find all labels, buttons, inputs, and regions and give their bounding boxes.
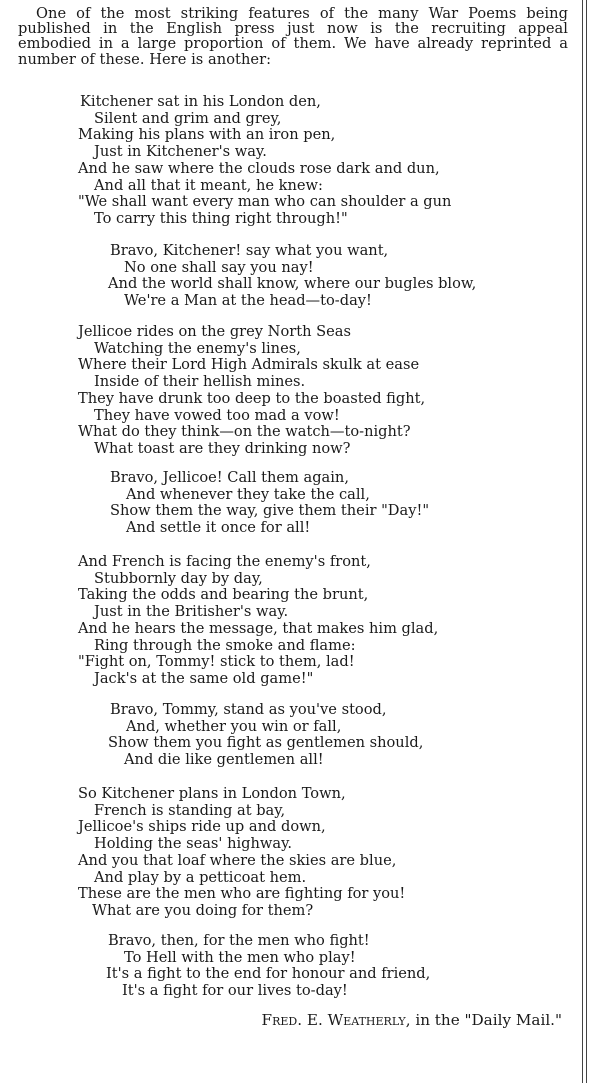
poem-line: Just in Kitchener's way. (94, 143, 267, 161)
author-name: Fred. E. Weatherly (261, 1011, 406, 1029)
poem-line: These are the men who are fighting for you! (78, 885, 406, 903)
poem-line: French is standing at bay, (94, 801, 286, 819)
poem-line: Jack's at the same old game!" (94, 669, 314, 687)
poem-line: We're a Man at the head—to-day! (124, 292, 372, 310)
poem-line: No one shall say you nay! (124, 258, 314, 276)
poem-line: And all that it meant, he knew: (94, 176, 323, 194)
poem-line: Kitchener sat in his London den, (80, 93, 321, 110)
poem-line: It's a fight to the end for honour and friend, (106, 965, 431, 983)
poem-stanza (0, 933, 430, 1000)
poem-line: Where their Lord High Admirals skulk at ease (78, 356, 420, 374)
poem-line: And he hears the message, that makes him glad, (78, 619, 439, 637)
poem-line: So Kitchener plans in London Town, (78, 785, 346, 802)
poem-line: They have drunk too deep to the boasted fight, (78, 389, 426, 407)
poem-line: And the world shall know, where our bugles blow, (108, 275, 477, 293)
poem-line: Ring through the smoke and flame: (94, 636, 356, 654)
poem-line: And he saw where the clouds rose dark and dun, (78, 159, 440, 177)
poem-line: Jellicoe rides on the grey North Seas (78, 323, 351, 340)
poem-stanza (0, 324, 425, 458)
poem-line: And die like gentlemen all! (124, 751, 324, 769)
poem-line: Bravo, Tommy, stand as you've stood, (110, 701, 387, 718)
poem-line: And play by a petticoat hem. (94, 868, 307, 886)
poem-line: They have vowed too mad a vow! (94, 406, 340, 424)
poem-line: Just in the Britisher's way. (94, 603, 289, 621)
poem-line: Taking the odds and bearing the brunt, (78, 586, 369, 604)
poem-line: What do they think—on the watch—to-night? (78, 423, 411, 441)
poem-line: And, whether you win or fall, (126, 717, 342, 735)
poem-line: Holding the seas' highway. (94, 835, 293, 853)
poem-stanza (0, 470, 429, 537)
poem-line: It's a fight for our lives to-day! (122, 982, 348, 1000)
publication-name: "Daily Mail." (464, 1011, 562, 1029)
poem-line: To carry this thing right through!" (94, 209, 348, 227)
intro-paragraph: One of the most striking features of the many War Poems being published in the English press just now is the recruiting appeal embodied in a large proportion of them. We have already reprinted a number of these. Here is another: (18, 5, 568, 68)
attribution (262, 1011, 562, 1029)
poem-line: Show them you fight as gentlemen should, (108, 734, 424, 752)
poem-line: And whenever they take the call, (126, 485, 370, 503)
poem-line: And you that loaf where the skies are blue, (78, 851, 397, 869)
poem-stanza (0, 786, 405, 920)
poem-line: Silent and grim and grey, (94, 109, 282, 127)
poem-line: Bravo, Kitchener! say what you want, (110, 242, 389, 259)
poem-line: What toast are they drinking now? (94, 439, 351, 457)
poem-line: To Hell with the men who play! (124, 948, 356, 966)
poem-line: "Fight on, Tommy! stick to them, lad! (78, 653, 355, 671)
column-rule (582, 0, 583, 1083)
poem-stanza (0, 554, 438, 688)
poem-stanza (0, 94, 451, 228)
poem-stanza (0, 702, 423, 769)
poem-line: "We shall want every man who can shoulder a gun (78, 193, 452, 211)
poem-line: Bravo, then, for the men who fight! (108, 932, 370, 949)
poem-line: Making his plans with an iron pen, (78, 126, 336, 144)
attribution-connector: , in the (405, 1011, 465, 1029)
poem-line: Show them the way, give them their "Day!" (110, 502, 430, 520)
poem-line: What are you doing for them? (92, 901, 314, 919)
poem-line: And settle it once for all! (126, 519, 311, 537)
poem-line: And French is facing the enemy's front, (78, 553, 371, 570)
poem-line: Bravo, Jellicoe! Call them again, (110, 469, 349, 486)
poem-line: Stubbornly day by day, (94, 569, 263, 587)
poem-stanza (0, 243, 476, 310)
poem-line: Inside of their hellish mines. (94, 373, 306, 391)
poem-line: Jellicoe's ships ride up and down, (78, 818, 326, 836)
column-rule (586, 0, 587, 1083)
poem-line: Watching the enemy's lines, (94, 339, 301, 357)
